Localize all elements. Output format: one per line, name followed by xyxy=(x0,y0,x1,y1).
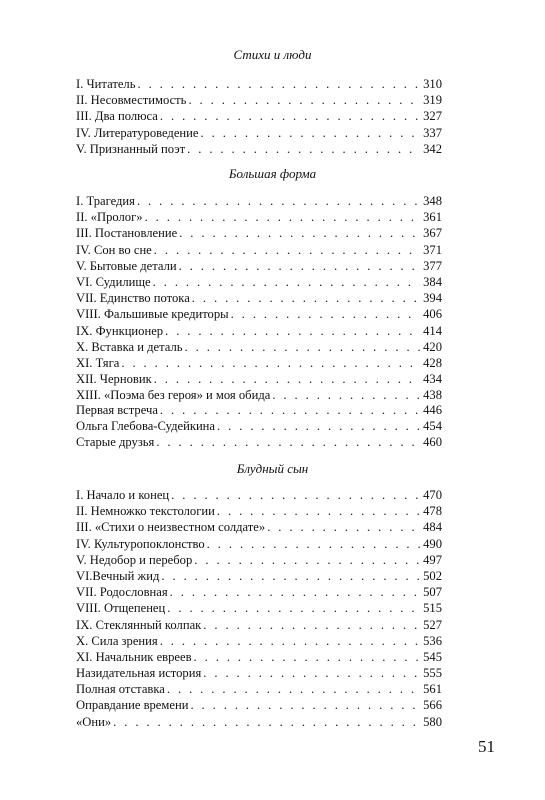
toc-entry-label: Старые друзья xyxy=(76,435,155,450)
toc-entry-page: 497 xyxy=(423,552,442,567)
toc-entry-page: 484 xyxy=(423,520,442,535)
dot-leader xyxy=(121,355,420,371)
toc-entry-label: VI. Судилище xyxy=(76,274,151,289)
toc-entry-label: X. Вставка и деталь xyxy=(76,339,183,354)
toc-entry xyxy=(76,649,442,665)
toc-entry-label: XI. Тяга xyxy=(76,355,120,370)
dot-leader xyxy=(179,258,420,274)
dot-leader xyxy=(188,92,420,108)
toc-entry xyxy=(76,584,442,600)
toc-entry-label: VII. Единство потока xyxy=(76,291,190,306)
toc-entry-label: II. «Пролог» xyxy=(76,210,143,225)
toc-entry xyxy=(76,339,442,355)
toc-entry-label: Ольга Глебова-Судейкина xyxy=(76,419,216,434)
toc-entry-label: VIII. Фальшивые кредиторы xyxy=(76,307,229,322)
dot-leader xyxy=(161,568,420,584)
dot-leader xyxy=(201,125,421,141)
toc-entry-label: Полная отставка xyxy=(76,682,165,697)
toc-entry-page: 434 xyxy=(423,372,442,387)
toc-list xyxy=(76,193,442,403)
section-title: Стихи и люди xyxy=(233,47,312,62)
dot-leader xyxy=(231,306,420,322)
dot-leader xyxy=(203,665,420,681)
toc-entry-label: IV. Сон во сне xyxy=(76,242,152,257)
section-title: Большая форма xyxy=(228,166,317,181)
toc-entry-page: 327 xyxy=(423,109,442,124)
toc-entry-label: XIII. «Поэма без героя» и моя обида xyxy=(76,388,271,403)
toc-entry xyxy=(76,519,442,535)
toc-entry xyxy=(76,487,442,503)
dot-leader xyxy=(179,225,420,241)
toc-entry-page: 384 xyxy=(423,274,442,289)
dot-leader xyxy=(194,649,420,665)
toc-entry-label: I. Читатель xyxy=(76,77,136,91)
toc-entry-label: III. Постановление xyxy=(76,226,178,241)
toc-entry-label: IX. Стеклянный колпак xyxy=(76,617,202,632)
toc-entry-page: 507 xyxy=(423,585,442,600)
toc-entry xyxy=(76,125,442,141)
toc-entry-page: 348 xyxy=(423,194,442,208)
toc-entry-label: IV. Литературоведение xyxy=(76,125,199,140)
toc-entry xyxy=(76,503,442,519)
toc-entry xyxy=(76,418,442,434)
toc-entry-page: 446 xyxy=(423,403,442,417)
toc-entry xyxy=(76,225,442,241)
toc-entry-page: 361 xyxy=(423,210,442,225)
toc-entry xyxy=(76,402,442,418)
toc-entry-label: Назидательная история xyxy=(76,666,202,680)
toc-entry xyxy=(76,714,442,730)
dot-leader xyxy=(160,402,420,418)
toc-entry-page: 438 xyxy=(423,388,442,403)
toc-entry xyxy=(76,371,442,387)
toc-entry-page: 454 xyxy=(423,419,442,434)
toc-entry-label: I. Начало и конец xyxy=(76,488,170,502)
toc-entry xyxy=(76,290,442,306)
toc-list xyxy=(76,487,442,665)
toc-entry xyxy=(76,681,442,697)
toc-entry xyxy=(76,552,442,568)
dot-leader xyxy=(217,503,420,519)
toc-entry xyxy=(76,209,442,225)
dot-leader xyxy=(113,714,420,730)
toc-entry-page: 561 xyxy=(423,682,442,697)
dot-leader xyxy=(187,141,420,157)
toc-entry-label: XII. Черновик xyxy=(76,372,152,387)
toc-entry-label: II. Несовместимость xyxy=(76,93,187,108)
toc-entry-page: 406 xyxy=(423,307,442,322)
dot-leader xyxy=(160,633,420,649)
dot-leader xyxy=(207,536,420,552)
toc-entry-page: 545 xyxy=(423,649,442,664)
toc-entry xyxy=(76,568,442,584)
toc-entry-label: VIII. Отщепенец xyxy=(76,601,166,616)
dot-leader xyxy=(154,242,420,258)
toc-entry-label: IV. Культуропоклонство xyxy=(76,536,205,551)
toc-entry-label: XI. Начальник евреев xyxy=(76,649,192,664)
toc-entry-page: 428 xyxy=(423,355,442,370)
toc-entry-page: 414 xyxy=(423,323,442,338)
toc-entry xyxy=(76,633,442,649)
toc-entry xyxy=(76,258,442,274)
toc-entry-page: 420 xyxy=(423,339,442,354)
toc-entry xyxy=(76,600,442,616)
toc-entry xyxy=(76,76,442,92)
dot-leader xyxy=(137,193,420,209)
toc-entry-page: 371 xyxy=(423,242,442,257)
toc-entry xyxy=(76,665,442,681)
toc-entry-label: VI.Вечный жид xyxy=(76,568,160,583)
toc-entry-label: III. Два полюса xyxy=(76,109,158,124)
dot-leader xyxy=(192,290,420,306)
toc-entry xyxy=(76,323,442,339)
toc-entry-label: X. Сила зрения xyxy=(76,633,158,648)
toc-entry-label: I. Трагедия xyxy=(76,194,135,208)
toc-entry-page: 460 xyxy=(423,435,442,450)
dot-leader xyxy=(153,274,420,290)
toc-entry-page: 527 xyxy=(423,617,442,632)
section-title: Блудный сын xyxy=(236,461,309,476)
toc-entry xyxy=(76,355,442,371)
dot-leader xyxy=(190,697,420,713)
dot-leader xyxy=(167,600,420,616)
toc-entry-label: V. Признанный поэт xyxy=(76,141,186,156)
toc-entry xyxy=(76,617,442,633)
toc-entry-label: IX. Функционер xyxy=(76,323,164,338)
toc-entry-page: 478 xyxy=(423,504,442,519)
toc-entry-page: 580 xyxy=(423,714,442,729)
toc-entry-page: 337 xyxy=(423,125,442,140)
dot-leader xyxy=(185,339,420,355)
dot-leader xyxy=(156,434,420,450)
toc-list xyxy=(76,665,442,730)
toc-entry-label: VII. Родословная xyxy=(76,585,168,600)
dot-leader xyxy=(170,584,420,600)
toc-entry-page: 310 xyxy=(423,77,442,91)
toc-entry xyxy=(76,387,442,403)
toc-entry xyxy=(76,242,442,258)
toc-entry xyxy=(76,108,442,124)
toc-entry-page: 367 xyxy=(423,226,442,241)
toc-entry xyxy=(76,536,442,552)
toc-entry xyxy=(76,697,442,713)
toc-entry-page: 319 xyxy=(423,93,442,108)
toc-entry-label: «Они» xyxy=(76,714,112,729)
toc-entry xyxy=(76,141,442,157)
toc-entry-page: 502 xyxy=(423,568,442,583)
toc-entry xyxy=(76,274,442,290)
toc-entry-page: 555 xyxy=(423,666,442,680)
dot-leader xyxy=(203,617,420,633)
dot-leader xyxy=(267,519,420,535)
toc-entry-label: II. Немножко текстологии xyxy=(76,504,215,519)
dot-leader xyxy=(137,76,420,92)
toc-list xyxy=(76,402,442,451)
toc-entry-page: 536 xyxy=(423,633,442,648)
dot-leader xyxy=(154,371,420,387)
toc-entry-page: 490 xyxy=(423,536,442,551)
dot-leader xyxy=(194,552,420,568)
toc-entry xyxy=(76,306,442,322)
dot-leader xyxy=(165,323,420,339)
toc-entry-label: III. «Стихи о неизвестном солдате» xyxy=(76,520,266,535)
toc-entry xyxy=(76,193,442,209)
toc-list xyxy=(76,76,442,157)
toc-entry-label: V. Бытовые детали xyxy=(76,258,177,273)
toc-entry xyxy=(76,434,442,450)
dot-leader xyxy=(167,681,420,697)
toc-entry-label: V. Недобор и перебор xyxy=(76,552,193,567)
toc-entry-page: 377 xyxy=(423,258,442,273)
toc-entry xyxy=(76,92,442,108)
page-number: 51 xyxy=(478,737,495,756)
toc-entry-page: 470 xyxy=(423,488,442,502)
dot-leader xyxy=(171,487,420,503)
toc-entry-label: Оправдание времени xyxy=(76,698,189,713)
toc-entry-page: 515 xyxy=(423,601,442,616)
toc-entry-page: 566 xyxy=(423,698,442,713)
dot-leader xyxy=(160,108,420,124)
dot-leader xyxy=(145,209,420,225)
toc-entry-page: 394 xyxy=(423,291,442,306)
toc-entry-label: Первая встреча xyxy=(76,403,158,417)
dot-leader xyxy=(217,418,420,434)
toc-entry-page: 342 xyxy=(423,141,442,156)
